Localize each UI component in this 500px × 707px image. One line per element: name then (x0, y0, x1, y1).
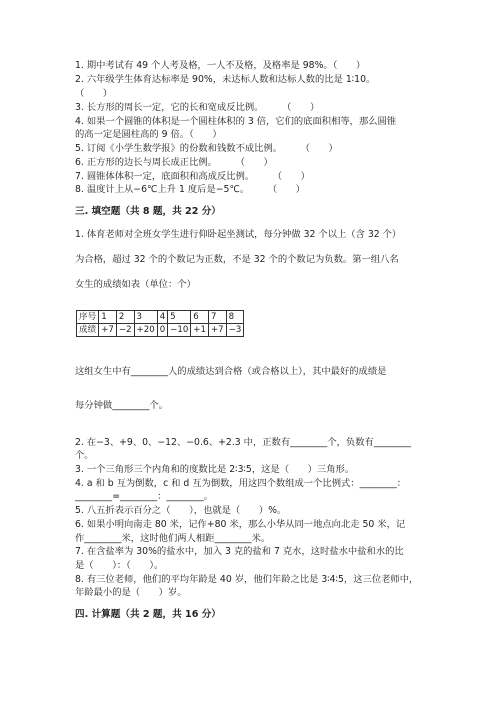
fill-q2-cont: 个。 (75, 450, 94, 461)
fill-q1-after1: 这组女生中有________人的成绩达到合格（或合格以上），其中最好的成绩是 (75, 366, 387, 377)
table-cell: 3 (134, 311, 157, 324)
judge-q3: 3. 长方形的周长一定，它的长和宽成反比例。 （ ） (75, 102, 320, 113)
fill-q1-line1: 1. 体育老师对全班女学生进行仰卧起坐测试，每分钟做 32 个以上（含 32 个） (75, 229, 402, 240)
fill-q1-after2: 每分钟做________个。 (75, 400, 168, 411)
fill-q1-line2: 为合格，超过 32 个的个数记为正数，不是 32 个的个数记为负数。第一组八名 (75, 254, 399, 265)
fill-q8: 8. 有三位老师，他们的平均年龄是 40 岁，他们年龄之比是 3∶4∶5，这三位老师中， (75, 574, 419, 585)
fill-q4-cont: ________=________：________。 (75, 491, 213, 502)
judge-q2-bracket: （ ） (75, 88, 113, 99)
fill-q6-cont: 作________米，这时他们两人相距________米。 (75, 533, 271, 544)
section-title-calc: 四. 计算题（共 2 题，共 16 分） (75, 609, 221, 620)
table-cell: −10 (168, 324, 191, 337)
table-cell: 成绩 (77, 324, 99, 337)
table-cell: +7 (208, 324, 226, 337)
table-cell: 1 (99, 311, 117, 324)
fill-q6: 6. 如果小明向南走 80 米，记作+80 米，那么小华从同一地点向北走 50 米，记 (75, 519, 406, 530)
table-cell: 序号 (77, 311, 99, 324)
table-cell: +20 (134, 324, 157, 337)
judge-q4: 4. 如果一个圆锥的体积是一个圆柱体积的 3 倍，它们的底面积相等，那么圆锥 (75, 116, 397, 127)
judge-q6: 6. 正方形的边长与周长成正比例。 （ ） (75, 157, 273, 168)
fill-q7-cont: 是（ ）：（ ）。 (75, 560, 164, 571)
judge-q4-cont: 的高一定是圆柱高的 9 倍。（ ） (75, 129, 222, 140)
table-cell: +1 (191, 324, 209, 337)
table-cell: 2 (116, 311, 134, 324)
table-cell: 6 (191, 311, 209, 324)
judge-q8: 8. 温度计上从−6℃上升 1 度后是−5℃。 （ ） (75, 184, 305, 195)
judge-q1: 1. 期中考试有 49 个人考及格，一人不及格，及格率是 98%。（ ） (75, 60, 366, 71)
score-table (76, 310, 244, 337)
fill-q3: 3. 一个三角形三个内角和的度数比是 2∶3∶5，这是（ ）三角形。 (75, 464, 355, 475)
table-cell: 8 (226, 311, 244, 324)
table-cell: 0 (157, 324, 167, 337)
table-cell: 4 (157, 311, 167, 324)
table-cell: −2 (116, 324, 134, 337)
fill-q2: 2. 在−3、+9、0、−12、−0.6、+2.3 中，正数有________个，负数有________ (75, 437, 411, 448)
fill-q4: 4. a 和 b 互为倒数，c 和 d 互为倒数，用这四个数组成一个比例式：________： (75, 478, 407, 489)
table-cell: +7 (99, 324, 117, 337)
judge-q5: 5. 订阅《小学生数学报》的份数和钱数不成比例。 （ ） (75, 143, 338, 154)
fill-q8-cont: 年龄最小的是（ ）岁。 (75, 587, 187, 598)
section-title-fill: 三. 填空题（共 8 题，共 22 分） (75, 206, 221, 217)
table-cell: −3 (226, 324, 244, 337)
fill-q5: 5. 八五折表示百分之（ ），也就是（ ）%。 (75, 505, 287, 516)
fill-q1-line3: 女生的成绩如表（单位：个） (75, 279, 196, 290)
fill-q7: 7. 在含盐率为 30%的盐水中，加入 3 克的盐和 7 克水，这时盐水中盐和水的比 (75, 546, 404, 557)
table-header-row (77, 311, 244, 324)
table-cell: 5 (168, 311, 191, 324)
judge-q2: 2. 六年级学生体育达标率是 90%，未达标人数和达标人数的比是 1∶10。 (75, 74, 376, 85)
judge-q7: 7. 圆锥体体积一定，底面积和高成反比例。 （ ） (75, 171, 310, 182)
table-row (77, 324, 244, 337)
table-cell: 7 (208, 311, 226, 324)
